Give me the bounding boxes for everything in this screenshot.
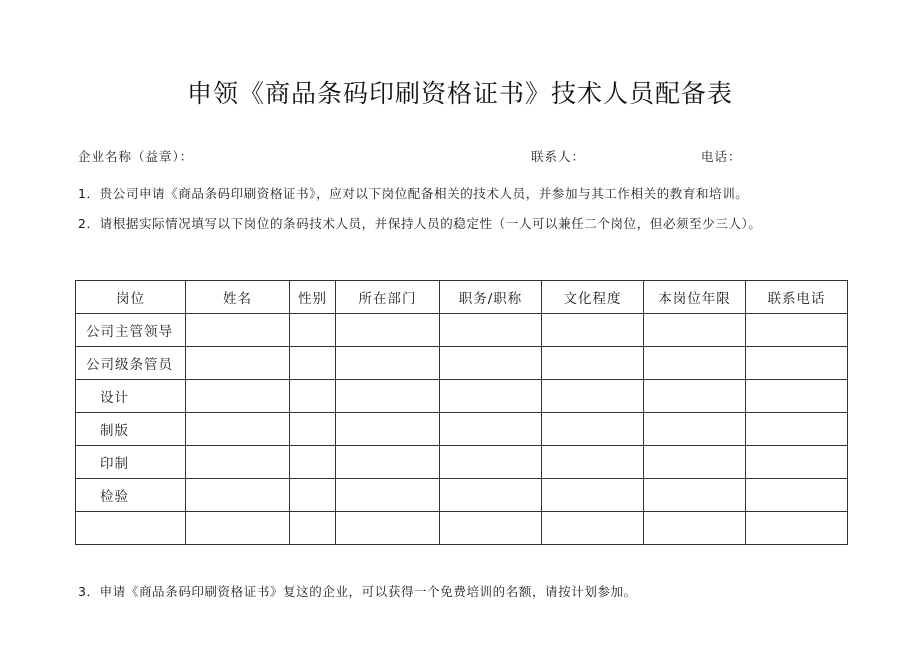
row-role: 印制 [76,446,186,479]
name-cell[interactable] [186,512,290,545]
document-title: 申领《商品条码印刷资格证书》技术人员配备表 [186,79,733,108]
years-cell[interactable] [644,446,746,479]
company-name-label: 企业名称（益章）： [78,149,194,164]
name-cell[interactable] [186,446,290,479]
years-cell[interactable] [644,347,746,380]
phone-cell[interactable] [746,413,848,446]
table-row [76,512,848,545]
title-cell[interactable] [440,380,542,413]
gender-cell[interactable] [290,314,336,347]
phone-cell[interactable] [746,446,848,479]
name-cell[interactable] [186,380,290,413]
table-row [76,413,848,446]
name-cell[interactable] [186,479,290,512]
header-phone: 联系电话 [746,281,848,314]
note-2: 2．请根据实际情况填写以下岗位的条码技术人员，并保持人员的稳定性（一人可以兼任二个岗位，但必须至少三人）。 [78,216,762,231]
department-cell[interactable] [336,413,440,446]
contact-person-label: 联系人： [531,149,586,164]
note-3: 3．申请《商品条码印刷资格证书》复这的企业，可以获得一个免费培训的名额，请按计划参加。 [78,584,637,599]
gender-cell[interactable] [290,413,336,446]
title-cell[interactable] [440,413,542,446]
education-cell[interactable] [542,314,644,347]
header-name: 姓名 [186,281,290,314]
department-cell[interactable] [336,512,440,545]
education-cell[interactable] [542,479,644,512]
header-department: 所在部门 [336,281,440,314]
table-row [76,347,848,380]
phone-cell[interactable] [746,347,848,380]
gender-cell[interactable] [290,347,336,380]
staff-table [75,280,848,545]
years-cell[interactable] [644,512,746,545]
row-role: 检验 [76,479,186,512]
row-role: 制版 [76,413,186,446]
gender-cell[interactable] [290,380,336,413]
department-cell[interactable] [336,380,440,413]
education-cell[interactable] [542,512,644,545]
name-cell[interactable] [186,314,290,347]
table-row [76,446,848,479]
years-cell[interactable] [644,479,746,512]
table-row [76,314,848,347]
gender-cell[interactable] [290,512,336,545]
phone-cell[interactable] [746,380,848,413]
phone-cell[interactable] [746,479,848,512]
title-cell[interactable] [440,512,542,545]
education-cell[interactable] [542,347,644,380]
years-cell[interactable] [644,413,746,446]
table-header-row [76,281,848,314]
row-role: 公司主管领导 [76,314,186,347]
header-education: 文化程度 [542,281,644,314]
title-cell[interactable] [440,314,542,347]
name-cell[interactable] [186,347,290,380]
department-cell[interactable] [336,314,440,347]
table-row [76,380,848,413]
row-role: 设计 [76,380,186,413]
header-years: 本岗位年限 [644,281,746,314]
row-role: 公司级条管员 [76,347,186,380]
phone-label: 电话： [701,149,742,164]
title-cell[interactable] [440,347,542,380]
department-cell[interactable] [336,446,440,479]
education-cell[interactable] [542,413,644,446]
department-cell[interactable] [336,479,440,512]
gender-cell[interactable] [290,446,336,479]
header-position: 岗位 [76,281,186,314]
phone-cell[interactable] [746,512,848,545]
title-cell[interactable] [440,479,542,512]
row-role[interactable] [76,512,186,545]
phone-cell[interactable] [746,314,848,347]
education-cell[interactable] [542,380,644,413]
title-cell[interactable] [440,446,542,479]
table-row [76,479,848,512]
years-cell[interactable] [644,314,746,347]
gender-cell[interactable] [290,479,336,512]
department-cell[interactable] [336,347,440,380]
header-title: 职务/职称 [440,281,542,314]
education-cell[interactable] [542,446,644,479]
name-cell[interactable] [186,413,290,446]
note-1: 1．贵公司申请《商品条码印刷资格证书》，应对以下岗位配备相关的技术人员，并参加与其工作相关的教育和培训。 [78,186,749,201]
years-cell[interactable] [644,380,746,413]
header-gender: 性别 [290,281,336,314]
